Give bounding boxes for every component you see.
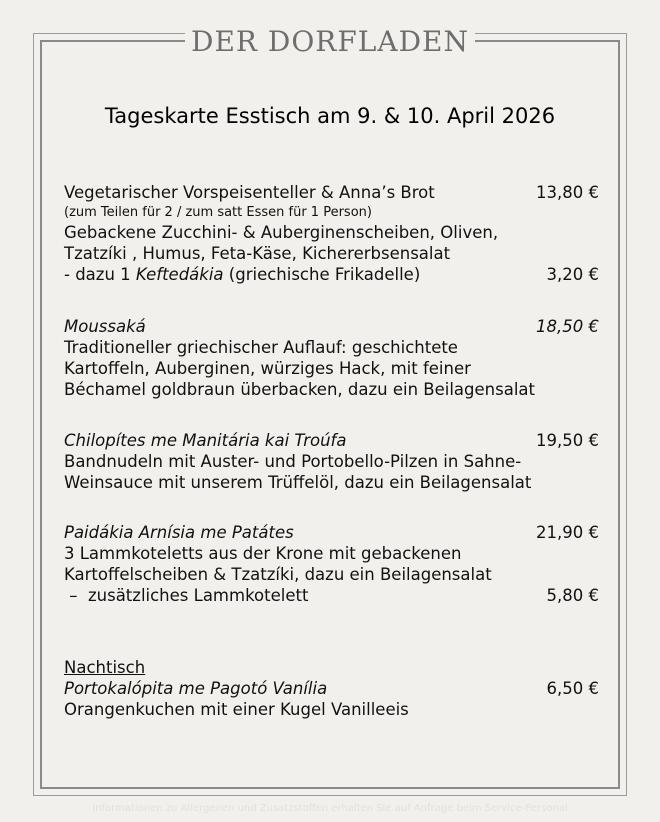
- addon-price: 5,80 €: [546, 586, 599, 605]
- item-description: Béchamel goldbraun überbacken, dazu ein Beilagensalat: [64, 380, 535, 399]
- item-name: Portokalópita me Pagotó Vanília: [64, 679, 328, 698]
- item-price: 19,50 €: [536, 431, 599, 450]
- item-description: Kartoffelscheiben & Tzatzíki, dazu ein Beilagensalat: [64, 565, 492, 584]
- addon-italic: Keftedákia: [135, 265, 224, 284]
- item-description: 3 Lammkoteletts aus der Krone mit gebackenen: [64, 544, 462, 563]
- addon-price: 3,20 €: [546, 265, 599, 284]
- item-description: Kartoffeln, Auberginen, würziges Hack, mit feiner: [64, 359, 471, 378]
- item-description: Bandnudeln mit Auster- und Portobello-Pilzen in Sahne-: [64, 452, 522, 471]
- item-addon: - dazu 1 Keftedákia (griechische Frikadelle): [64, 265, 421, 284]
- item-name: Chilopítes me Manitária kai Troúfa: [64, 431, 347, 450]
- item-name: Vegetarischer Vorspeisenteller & Anna’s Brot: [64, 183, 435, 202]
- item-price: 13,80 €: [536, 183, 599, 202]
- menu-item-moussaka: [64, 316, 599, 400]
- item-description: Traditioneller griechischer Auflauf: geschichtete: [64, 338, 458, 357]
- page-title: Tageskarte Esstisch am 9. & 10. April 2026: [104, 104, 556, 128]
- dessert-section: [64, 657, 599, 720]
- menu-item-chilopites: [64, 430, 599, 493]
- item-description: Gebackene Zucchini- & Auberginenscheiben, Oliven,: [64, 223, 499, 242]
- menu-item-vorspeisenteller: [64, 182, 599, 285]
- item-description: Weinsauce mit unserem Trüffelöl, dazu ein Beilagensalat: [64, 473, 532, 492]
- item-price: 18,50 €: [536, 317, 599, 336]
- item-name: Moussaká: [64, 317, 146, 336]
- footer-note: Informationen zu Allergenen und Zusatzstoffen erhalten Sie auf Anfrage beim Service-Personal: [92, 803, 568, 814]
- menu-item-paidakia: [64, 522, 599, 606]
- item-description: Orangenkuchen mit einer Kugel Vanilleeis: [64, 700, 409, 719]
- item-addon: – zusätzliches Lammkotelett: [64, 586, 309, 605]
- dessert-heading: Nachtisch: [64, 658, 146, 677]
- item-description: Tzatzíki , Humus, Feta-Käse, Kichererbsensalat: [64, 244, 451, 263]
- item-note: (zum Teilen für 2 / zum satt Essen für 1 Person): [64, 205, 372, 220]
- logo: [0, 24, 660, 60]
- item-price: 6,50 €: [546, 679, 599, 698]
- item-price: 21,90 €: [536, 523, 599, 542]
- item-name: Paidákia Arnísia me Patátes: [64, 523, 294, 542]
- logo-text: DER DORFLADEN: [185, 24, 475, 60]
